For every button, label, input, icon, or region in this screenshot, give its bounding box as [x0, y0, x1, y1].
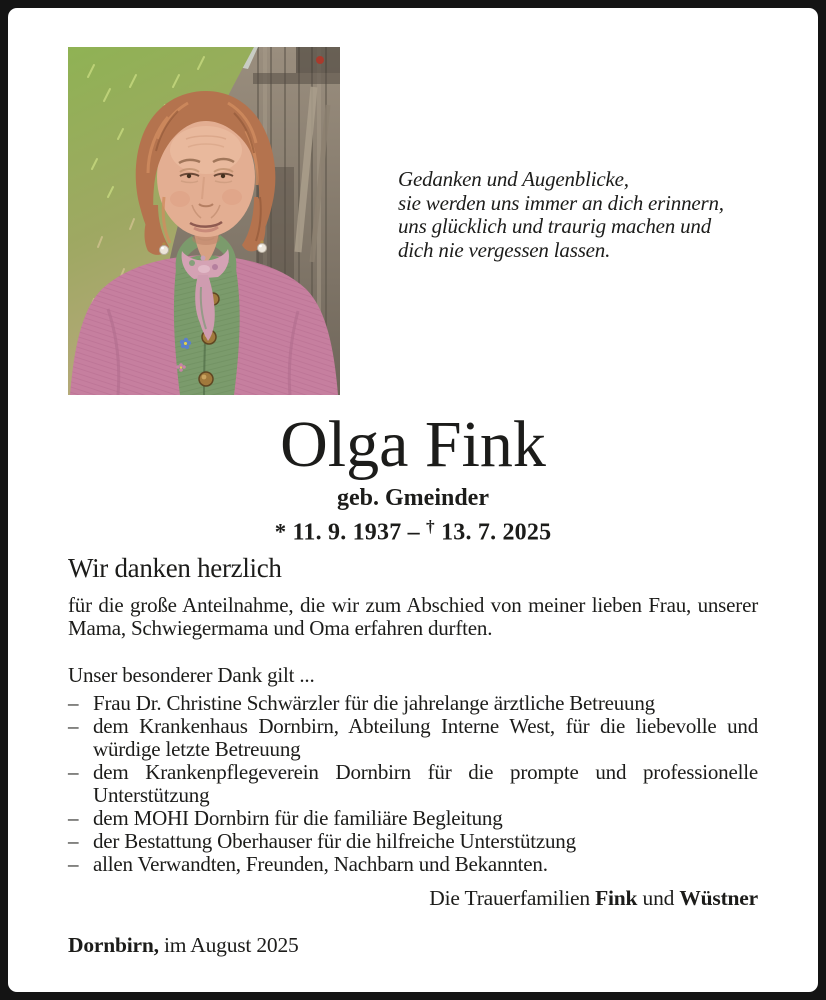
list-item-text: dem MOHI Dornbirn für die familiäre Begleitung [93, 806, 503, 830]
deceased-name: Olga Fink [280, 408, 546, 481]
list-item-text: dem Krankenpflegeverein Dornbirn für die prompte und professionelle Unterstützung [93, 760, 758, 807]
birth-star-icon: * [274, 519, 287, 545]
deceased-name-block [8, 409, 818, 546]
list-item [68, 830, 758, 853]
life-dates [8, 513, 818, 546]
maiden-name: geb. Gmeinder [337, 485, 489, 511]
thanks-paragraph: für die große Anteilnahme, die wir zum Abschied von meiner lieben Frau, unserer Mama, Schwiegermama und Oma erfahren durften. [68, 593, 758, 640]
family-name-wuestner: Wüstner [679, 886, 758, 910]
dash-bullet: – [68, 760, 79, 784]
list-item-text: allen Verwandten, Freunden, Nachbarn und Bekannten. [93, 852, 548, 876]
obituary-card [8, 8, 818, 992]
special-thanks-intro: Unser besonderer Dank gilt ... [68, 663, 315, 687]
verse-line: Gedanken und Augenblicke, [398, 167, 629, 191]
date-text: im August 2025 [163, 933, 299, 957]
portrait-illustration [68, 47, 340, 395]
list-item [68, 692, 758, 715]
signature-connector: und [642, 886, 675, 910]
verse-line: uns glücklich und traurig machen und [398, 214, 712, 238]
dash-bullet: – [68, 691, 79, 715]
list-item [68, 853, 758, 876]
memorial-verse [398, 168, 724, 262]
list-item-text: Frau Dr. Christine Schwärzler für die jahrelange ärztliche Betreuung [93, 691, 655, 715]
list-item-text: dem Krankenhaus Dornbirn, Abteilung Interne West, für die liebevolle und würdige letzte Betreuung [93, 714, 758, 761]
dash-bullet: – [68, 829, 79, 853]
place-name: Dornbirn, [68, 933, 159, 957]
mourning-families-signature [429, 886, 758, 910]
thanks-heading: Wir danken herzlich [68, 553, 282, 583]
thanks-section [68, 550, 758, 876]
dash-bullet: – [68, 806, 79, 830]
family-name-fink: Fink [595, 886, 638, 910]
list-item [68, 807, 758, 830]
death-cross-icon: † [426, 517, 435, 536]
list-item-text: der Bestattung Oberhauser für die hilfreiche Unterstützung [93, 829, 576, 853]
verse-line: sie werden uns immer an dich erinnern, [398, 190, 724, 215]
list-item [68, 715, 758, 761]
dates-separator: – [407, 519, 420, 546]
place-dateline [68, 933, 299, 957]
portrait-photo [68, 47, 340, 395]
special-thanks-list [68, 692, 758, 876]
dash-bullet: – [68, 852, 79, 876]
verse-line: dich nie vergessen lassen. [398, 237, 611, 262]
birth-date: 11. 9. 1937 [292, 519, 402, 546]
death-date: 13. 7. 2025 [441, 519, 552, 546]
list-item [68, 761, 758, 807]
signature-prefix: Die Trauerfamilien [429, 886, 590, 910]
dash-bullet: – [68, 714, 79, 738]
